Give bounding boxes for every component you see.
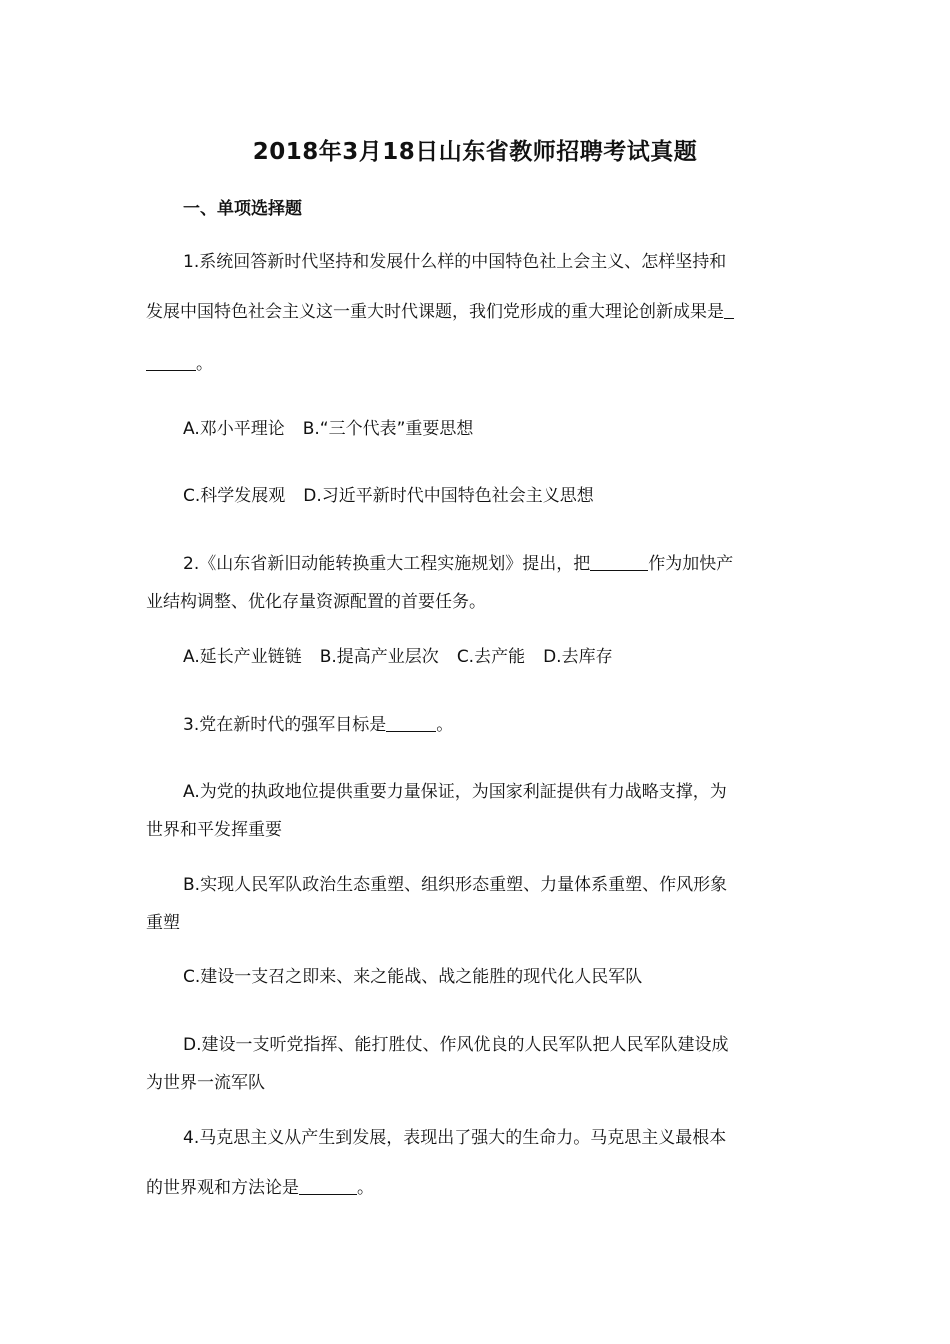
question-2-line-1 [183,552,733,576]
answer-blank [386,713,436,732]
question-3-option-c: C.建设一支召之即来、来之能战、战之能胜的现代化人民军队 [183,967,643,987]
question-3-option-d-line-2: 为世界一流军队 [146,1073,265,1093]
question-3-line-1-end: 。 [436,715,454,735]
question-2-options [183,645,613,669]
question-2-line-2: 业结构调整、优化存量资源配置的首要任务。 [146,592,486,612]
option-b: B.提高产业层次 [319,647,439,667]
option-c: C.科学发展观 [183,486,286,506]
question-1-options-cd [183,484,594,508]
question-1-line-2 [146,300,734,324]
answer-blank [724,300,734,319]
question-4-line-2 [146,1176,374,1200]
page-title: 2018年3月18日山东省教师招聘考试真题 [252,139,698,165]
question-2-line-1-end: 作为加快产 [648,554,734,574]
question-2-line-1-start: 2.《山东省新旧动能转换重大工程实施规划》提出，把 [183,554,591,574]
option-c: C.去产能 [456,647,526,667]
question-4-line-2-start: 的世界观和方法论是 [146,1178,299,1198]
option-a: A.邓小平理论 [183,419,285,439]
question-3-option-b-line-2: 重塑 [146,913,180,933]
section-heading: 一、单项选择题 [183,199,302,219]
option-a: A.延长产业链链 [183,647,302,667]
question-3-option-b-line-1: B.实现人民军队政治生态重塑、组织形态重塑、力量体系重塑、作风形象 [183,875,728,895]
answer-blank [299,1176,357,1195]
question-4-line-2-end: 。 [357,1178,374,1198]
question-3-line-1 [183,713,453,737]
question-3-option-a-line-1: A.为党的执政地位提供重要力量保证，为国家利証提供有力战略支撑，为 [183,782,727,802]
question-4-line-1: 4.马克思主义从产生到发展，表现出了强大的生命力。马克思主义最根本 [183,1128,727,1148]
question-3-line-1-start: 3.党在新时代的强军目标是 [183,715,387,735]
answer-blank [146,352,196,371]
question-1-line-3-end: 。 [196,354,213,374]
option-d: D.去库存 [543,647,613,667]
option-b: B.“三个代表”重要思想 [302,419,474,439]
question-1-line-3 [146,352,213,376]
answer-blank [590,552,648,571]
question-3-option-a-line-2: 世界和平发挥重要 [146,820,282,840]
question-1-options-ab [183,417,473,441]
question-1-line-1: 1.系统回答新时代坚持和发展什么样的中国特色社上会主义、怎样坚持和 [183,252,727,272]
option-d: D.习近平新时代中国特色社会主义思想 [303,486,594,506]
question-1-line-2-text: 发展中国特色社会主义这一重大时代课题，我们党形成的重大理论创新成果是 [146,302,724,322]
question-3-option-d-line-1: D.建设一支听党指挥、能打胜仗、作风优良的人民军队把人民军队建设成 [183,1035,729,1055]
